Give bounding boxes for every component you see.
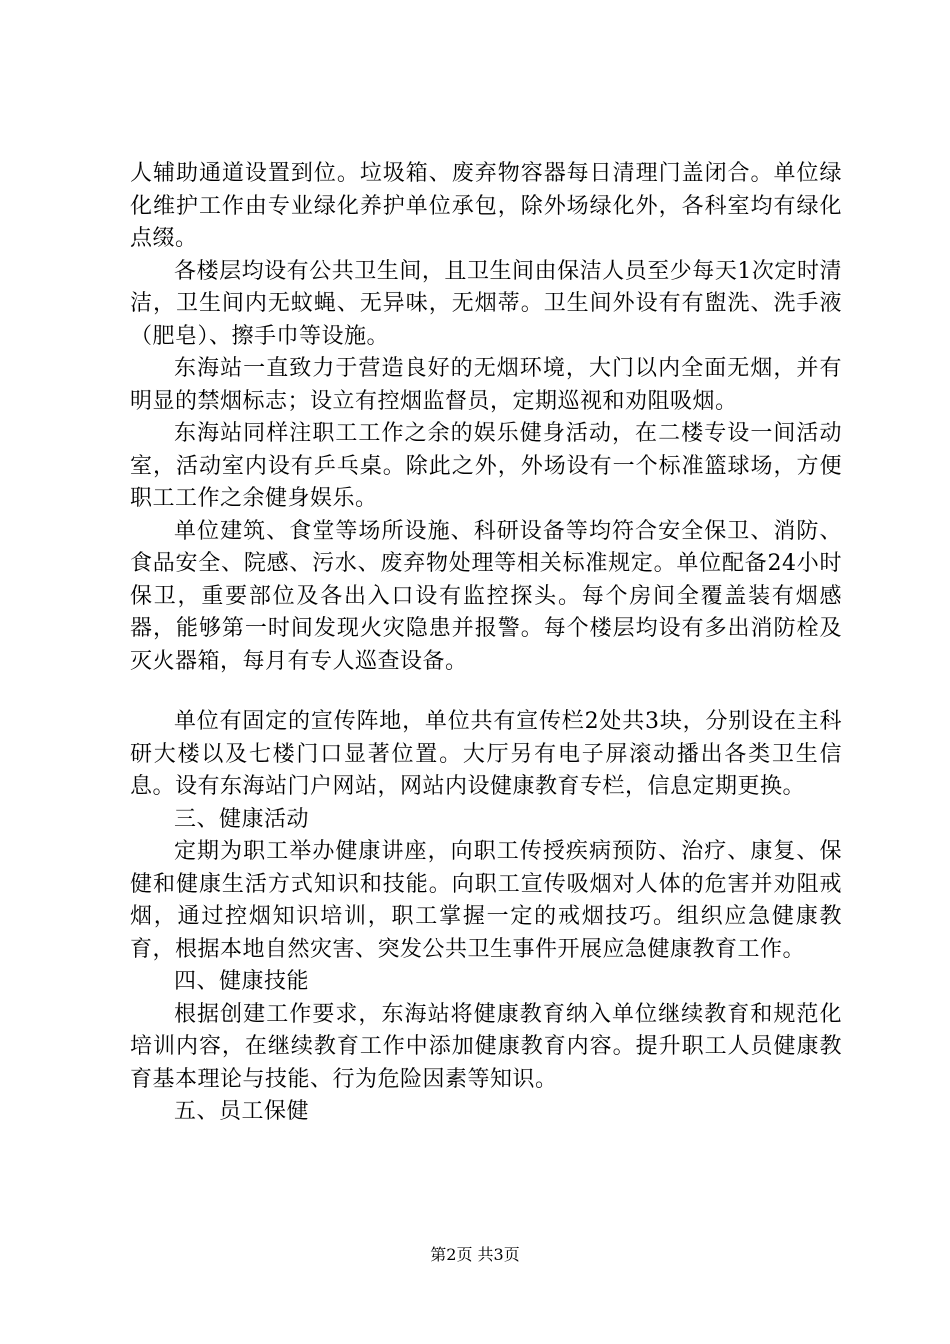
paragraph-4: 东海站同样注职工工作之余的娱乐健身活动，在二楼专设一间活动室，活动室内设有乒乓桌。除此之外，外场设有一个标准篮球场，方便职工工作之余健身娱乐。 <box>130 421 842 511</box>
paragraph-5: 单位建筑、食堂等场所设施、科研设备等均符合安全保卫、消防、食品安全、院感、污水、废弃物处理等相关标准规定。单位配备24小时保卫，重要部位及各出入口设有监控探头。每个房间全覆盖装有烟感器，能够第一时间发现火灾隐患并报警。每个楼层均设有多出消防栓及灭火器箱，每月有专人巡查设备。 <box>130 518 842 674</box>
document-body <box>130 158 842 1129</box>
paragraph-2: 各楼层均设有公共卫生间，且卫生间由保洁人员至少每天1次定时清洁，卫生间内无蚊蝇、无异味，无烟蒂。卫生间外设有有盥洗、洗手液（肥皂）、擦手巾等设施。 <box>130 258 842 349</box>
paragraph-7: 定期为职工举办健康讲座，向职工传授疾病预防、治疗、康复、保健和健康生活方式知识和技能。向职工宣传吸烟对人体的危害并劝阻戒烟，通过控烟知识培训，职工掌握一定的戒烟技巧。组织应急健康教育，根据本地自然灾害、突发公共卫生事件开展应急健康教育工作。 <box>130 839 842 962</box>
paragraph-1: 人辅助通道设置到位。垃圾箱、废弃物容器每日清理门盖闭合。单位绿化维护工作由专业绿化养护单位承包，除外场绿化外，各科室均有绿化点缀。 <box>130 161 842 251</box>
paragraph-8: 根据创建工作要求，东海站将健康教育纳入单位继续教育和规范化培训内容，在继续教育工作中添加健康教育内容。提升职工人员健康教育基本理论与技能、行为危险因素等知识。 <box>130 1001 842 1092</box>
section-heading-health-skills: 四、健康技能 <box>174 969 310 994</box>
page-footer: 第2页 共3页 <box>430 1245 520 1264</box>
section-heading-health-activities: 三、健康活动 <box>174 806 310 832</box>
paragraph-6: 单位有固定的宣传阵地，单位共有宣传栏2处共3块，分别设在主科研大楼以及七楼门口显著位置。大厅另有电子屏滚动播出各类卫生信息。设有东海站门户网站，网站内设健康教育专栏，信息定期更换。 <box>130 709 842 799</box>
paragraph-gap <box>130 678 842 706</box>
paragraph-3: 东海站一直致力于营造良好的无烟环境，大门以内全面无烟，并有明显的禁烟标志；设立有控烟监督员，定期巡视和劝阻吸烟。 <box>130 356 842 414</box>
section-heading-employee-health: 五、员工保健 <box>174 1099 310 1124</box>
